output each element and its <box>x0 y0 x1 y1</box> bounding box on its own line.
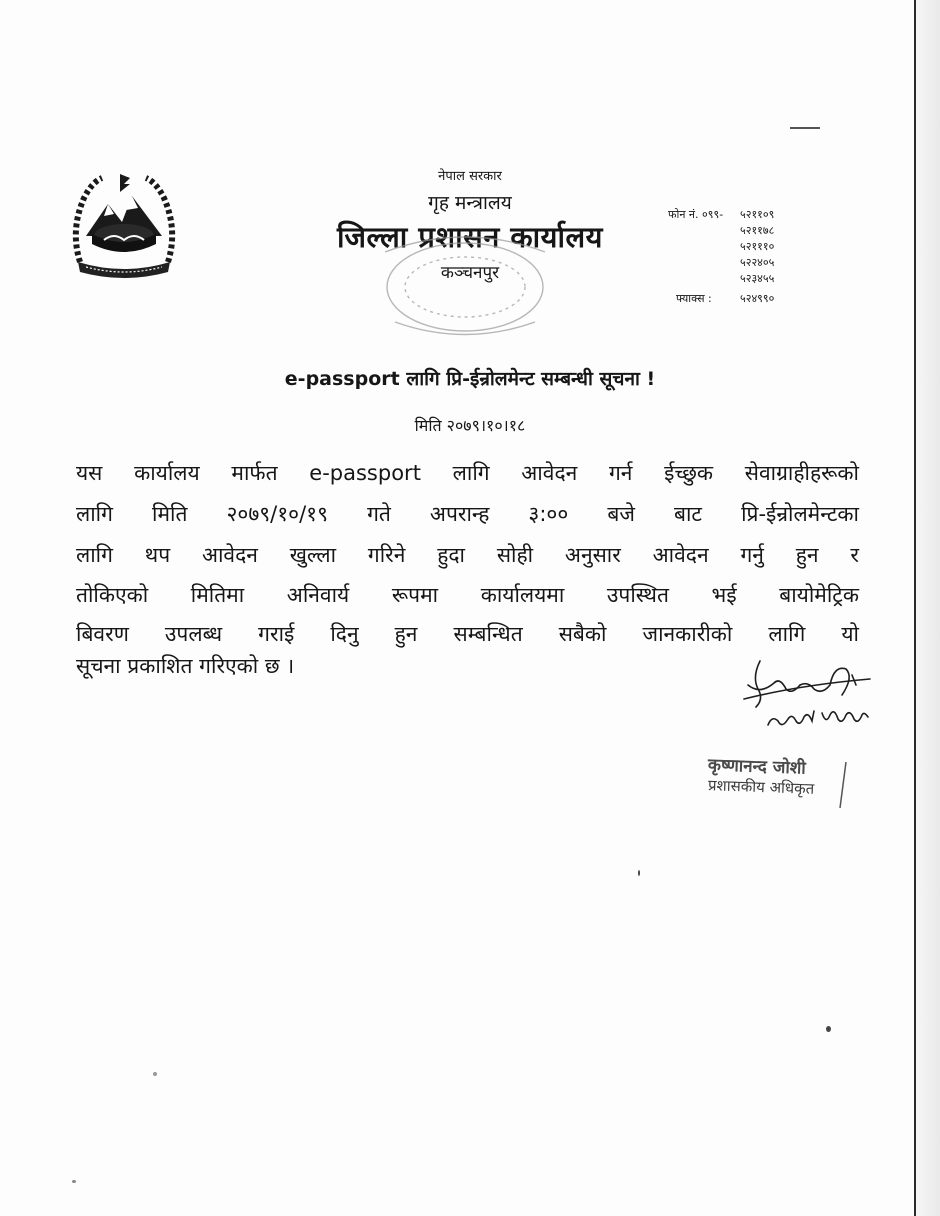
notice-title: e-passport लागि प्रि-ईन्रोलमेन्ट सम्बन्धी सूचना ! <box>284 368 656 390</box>
phone-number: ५२२४०५ <box>740 256 775 269</box>
district-name: कञ्चनपुर <box>440 263 500 283</box>
scan-speck <box>826 1026 831 1032</box>
stamp-border <box>838 762 848 808</box>
notice-body-line: तोकिएको मितिमा अनिवार्य रूपमा कार्यालयमा उपस्थित भई बायोमेट्रिक <box>76 583 859 607</box>
office-seal-icon <box>365 232 565 337</box>
notice-body-line: सूचना प्रकाशित गरिएको छ । <box>76 654 295 678</box>
page-edge <box>916 0 940 1216</box>
notice-body-line: यस कार्यालय मार्फत e-passport लागि आवेदन गर्न ईच्छुक सेवाग्राहीहरूको <box>76 461 859 485</box>
phone-number: ५२११७८ <box>740 224 775 237</box>
office-name: जिल्ला प्रशासन कार्यालय <box>336 220 603 254</box>
notice-date: मिति २०७९।१०।१८ <box>414 416 526 435</box>
page-edge-line <box>914 0 916 1216</box>
ministry-name: गृह मन्त्रालय <box>428 192 512 214</box>
phone-number: ५२११०९ <box>740 208 775 221</box>
scan-speck <box>153 1072 157 1076</box>
scan-mark <box>790 127 820 129</box>
notice-body-line: लागि मिति २०७९/१०/१९ गते अपरान्ह ३:०० बजे बाट प्रि-ईन्रोलमेन्टका <box>76 502 859 526</box>
phone-label: फोन नं. ०९९- <box>668 208 724 221</box>
fax-label: फ्याक्स : <box>676 292 712 305</box>
signatory-name: कृष्णानन्द जोशी <box>707 755 807 779</box>
nepal-emblem-icon <box>64 170 184 280</box>
signatory-designation: प्रशासकीय अधिकृत <box>707 776 815 798</box>
fax-number: ५२४९९० <box>740 292 775 305</box>
signature-icon <box>730 655 895 745</box>
government-name: नेपाल सरकार <box>438 169 502 184</box>
notice-body-line: बिवरण उपलब्ध गराई दिनु हुन सम्बन्धित सबैको जानकारीको लागि यो <box>76 622 859 646</box>
scan-speck <box>72 1180 76 1183</box>
notice-body-line: लागि थप आवेदन खुल्ला गरिने हुदा सोही अनुसार आवेदन गर्नु हुन र <box>76 543 859 567</box>
phone-number: ५२१११० <box>740 240 775 253</box>
phone-number: ५२३४५५ <box>740 272 775 285</box>
scan-speck <box>638 870 640 876</box>
